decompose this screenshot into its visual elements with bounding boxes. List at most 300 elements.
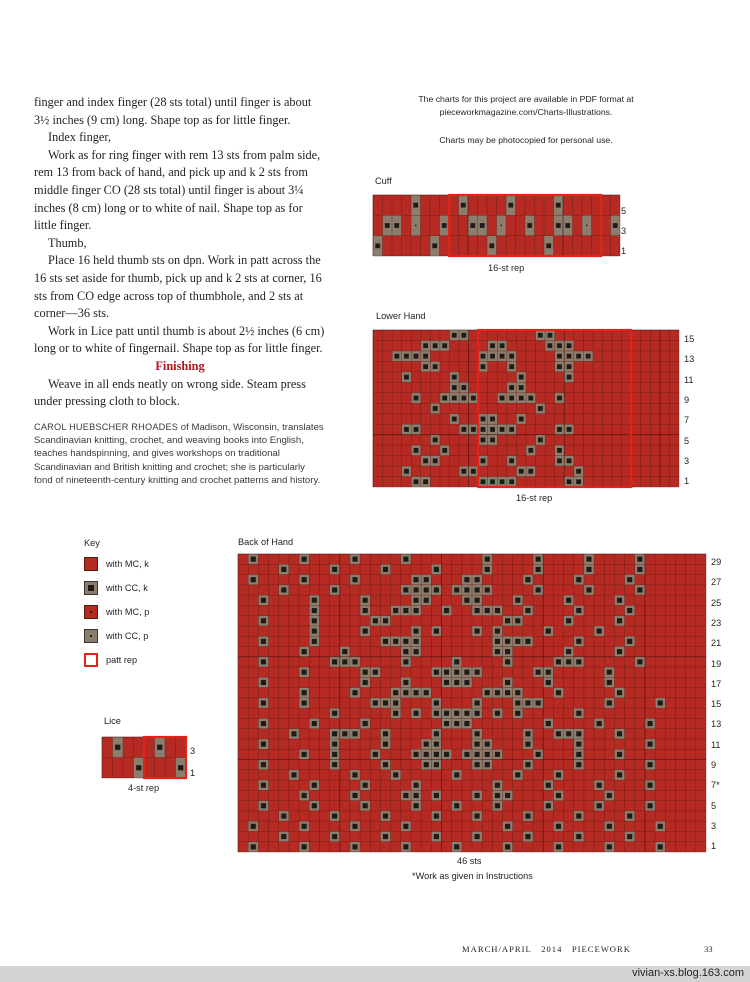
cc-knit-mark <box>403 793 408 798</box>
cc-knit-mark <box>489 243 494 248</box>
cc-knit-mark <box>490 427 495 432</box>
cc-knit-mark <box>464 721 469 726</box>
cc-knit-mark <box>414 448 419 453</box>
cc-knit-mark <box>261 680 266 685</box>
cc-knit-mark <box>546 670 551 675</box>
cc-knit-mark <box>363 670 368 675</box>
key-label: with MC, p <box>106 607 150 617</box>
cc-knit-mark <box>302 577 307 582</box>
lice-title: Lice <box>104 716 121 726</box>
cc-knit-mark <box>442 343 447 348</box>
cc-knit-mark <box>566 731 571 736</box>
cc-knit-mark <box>500 479 505 484</box>
cc-knit-mark <box>414 649 419 654</box>
cc-knit-mark <box>617 690 622 695</box>
cc-knit-mark <box>178 765 183 770</box>
cc-knit-mark <box>475 834 480 839</box>
cc-knit-mark <box>433 364 438 369</box>
cc-knit-mark <box>515 618 520 623</box>
cc-knit-mark <box>383 742 388 747</box>
cc-knit-mark <box>566 598 571 603</box>
cc-knit-mark <box>481 417 486 422</box>
cc-knit-mark <box>433 438 438 443</box>
cc-knit-mark <box>475 629 480 634</box>
cc-knit-mark <box>546 721 551 726</box>
cc-knit-mark <box>567 458 572 463</box>
cc-knit-mark <box>404 427 409 432</box>
cc-knit-mark <box>519 396 524 401</box>
cc-knit-mark <box>452 333 457 338</box>
cc-knit-mark <box>607 700 612 705</box>
cuff-chart <box>373 195 620 256</box>
cc-knit-mark <box>312 618 317 623</box>
cc-knit-mark <box>442 223 447 228</box>
cc-knit-mark <box>481 427 486 432</box>
cc-knit-mark <box>432 243 437 248</box>
cc-knit-mark <box>403 844 408 849</box>
author-bio <box>34 421 326 487</box>
cc-knit-mark <box>281 567 286 572</box>
cc-knit-mark <box>519 469 524 474</box>
cc-knit-mark <box>394 223 399 228</box>
cc-knit-mark <box>509 364 514 369</box>
cc-knit-mark <box>556 223 561 228</box>
cc-knit-mark <box>576 469 581 474</box>
paragraph: Work in Lice patt until thumb is about 2½ inches (6 cm) long or to white of fingernail. Shape top as for little finger. <box>34 323 325 356</box>
cc-knit-mark <box>567 343 572 348</box>
cc-knit-mark <box>481 458 486 463</box>
cc-knit-mark <box>373 700 378 705</box>
finishing-heading: Finishing <box>155 358 205 373</box>
cc-knit-mark <box>525 639 530 644</box>
cc-knit-mark <box>528 396 533 401</box>
cc-knit-mark <box>509 396 514 401</box>
cc-knit-mark <box>261 659 266 664</box>
lower-hand-chart <box>373 330 679 487</box>
cc-knit-mark <box>352 772 357 777</box>
back-row-number: 1 <box>711 841 717 851</box>
page-number: 33 <box>704 944 713 954</box>
cc-knit-mark <box>454 803 459 808</box>
cc-knit-mark <box>597 629 602 634</box>
cc-knit-mark <box>444 752 449 757</box>
cc-knit-mark <box>423 458 428 463</box>
cc-knit-mark <box>627 834 632 839</box>
cc-knit-mark <box>576 577 581 582</box>
cc-knit-mark <box>383 639 388 644</box>
cc-knit-mark <box>332 731 337 736</box>
cc-knit-mark <box>414 639 419 644</box>
cc-knit-mark <box>475 587 480 592</box>
cc-knit-mark <box>404 469 409 474</box>
cc-knit-mark <box>444 608 449 613</box>
cc-knit-mark <box>495 793 500 798</box>
cc-knit-mark <box>481 364 486 369</box>
cc-knit-mark <box>302 844 307 849</box>
key-label: with CC, p <box>106 631 149 641</box>
cc-knit-mark <box>617 731 622 736</box>
cc-knit-mark <box>423 364 428 369</box>
cc-knit-mark <box>648 721 653 726</box>
cc-knit-mark <box>261 742 266 747</box>
cc-knit-mark <box>393 711 398 716</box>
cc-knit-mark <box>525 813 530 818</box>
cc-knit-mark <box>434 670 439 675</box>
cc-knit-mark <box>434 752 439 757</box>
cc-knit-mark <box>546 629 551 634</box>
cuff-row-number: 3 <box>621 226 627 236</box>
cc-knit-mark <box>471 469 476 474</box>
cc-knit-mark <box>627 608 632 613</box>
cc-knit-mark <box>617 772 622 777</box>
cc-knit-mark <box>556 824 561 829</box>
cc-knit-mark <box>393 608 398 613</box>
cc-knit-mark <box>404 354 409 359</box>
cc-knit-mark <box>500 396 505 401</box>
cc-knit-mark <box>352 793 357 798</box>
cc-knit-mark <box>261 803 266 808</box>
cc-knit-mark <box>363 598 368 603</box>
cc-knit-mark <box>414 711 419 716</box>
cc-knit-mark <box>515 700 520 705</box>
cc-knit-mark <box>495 608 500 613</box>
cc-knit-mark <box>546 680 551 685</box>
cc-knit-mark <box>414 479 419 484</box>
cc-knit-mark <box>302 690 307 695</box>
cc-knit-mark <box>607 793 612 798</box>
cc-knit-mark <box>538 333 543 338</box>
charts-note-line2: pieceworkmagazine.com/Charts-Illustrations. <box>439 107 613 117</box>
cc-knit-mark <box>658 824 663 829</box>
cc-knit-mark <box>613 223 618 228</box>
cc-knit-mark <box>454 772 459 777</box>
key-swatch-cc-p <box>84 629 98 643</box>
cc-knit-mark <box>480 223 485 228</box>
cc-knit-mark <box>525 700 530 705</box>
cc-knit-mark <box>291 772 296 777</box>
cc-knit-mark <box>546 803 551 808</box>
cc-knit-mark <box>403 659 408 664</box>
cc-knit-mark <box>637 567 642 572</box>
cc-knit-mark <box>423 354 428 359</box>
paragraph: Place 16 held thumb sts on dpn. Work in patt across the 16 sts set aside for thumb, pick up and k 2 sts at corner, 16 sts from CO edge across top of thumbhole, and 2 sts at corner—36 sts. <box>34 253 322 321</box>
cc-knit-mark <box>302 670 307 675</box>
cc-knit-mark <box>515 598 520 603</box>
key-swatch-mc-p <box>84 605 98 619</box>
cc-knit-mark <box>576 731 581 736</box>
back-of-hand-title: Back of Hand <box>238 537 294 547</box>
lower-hand-title: Lower Hand <box>376 311 426 321</box>
cc-knit-mark <box>475 577 480 582</box>
cuff-rep-label: 16-st rep <box>488 263 525 273</box>
watermark-bar <box>0 966 750 982</box>
cc-knit-mark <box>332 813 337 818</box>
cc-knit-mark <box>464 752 469 757</box>
cc-knit-mark <box>548 343 553 348</box>
cc-knit-mark <box>302 752 307 757</box>
cc-knit-mark <box>627 577 632 582</box>
cc-knit-mark <box>546 783 551 788</box>
cc-knit-mark <box>454 659 459 664</box>
cc-knit-mark <box>352 659 357 664</box>
cc-knit-mark <box>546 243 551 248</box>
cc-knit-mark <box>332 752 337 757</box>
lower-row-number: 7 <box>684 415 690 425</box>
cc-knit-mark <box>525 834 530 839</box>
cc-knit-mark <box>565 223 570 228</box>
cc-knit-mark <box>452 396 457 401</box>
cc-knit-mark <box>461 385 466 390</box>
back-row-number: 13 <box>711 719 722 729</box>
cc-knit-mark <box>505 690 510 695</box>
cc-knit-mark <box>617 752 622 757</box>
cc-knit-mark <box>505 618 510 623</box>
cc-knit-mark <box>481 438 486 443</box>
cc-knit-mark <box>434 793 439 798</box>
lice-chart <box>102 737 186 778</box>
cc-knit-mark <box>403 680 408 685</box>
cc-knit-mark <box>393 700 398 705</box>
cc-knit-mark <box>434 629 439 634</box>
cc-knit-mark <box>475 813 480 818</box>
cc-knit-mark <box>404 375 409 380</box>
cc-knit-mark <box>525 731 530 736</box>
cc-knit-mark <box>395 354 400 359</box>
lower-row-number: 15 <box>684 334 695 344</box>
cc-knit-mark <box>261 598 266 603</box>
cc-knit-mark <box>403 639 408 644</box>
cc-knit-mark <box>383 762 388 767</box>
cc-knit-mark <box>567 375 572 380</box>
cc-knit-mark <box>658 844 663 849</box>
cc-knit-mark <box>383 567 388 572</box>
cc-knit-mark <box>332 742 337 747</box>
cc-knit-mark <box>538 406 543 411</box>
cc-knit-mark <box>519 375 524 380</box>
back-row-number: 29 <box>711 557 722 567</box>
cc-knit-mark <box>485 587 490 592</box>
article-text <box>34 94 326 487</box>
cc-knit-mark <box>261 783 266 788</box>
cc-knit-mark <box>648 803 653 808</box>
cc-knit-mark <box>576 813 581 818</box>
cc-knit-mark <box>505 639 510 644</box>
cc-knit-mark <box>495 752 500 757</box>
lower-row-number: 11 <box>684 375 694 385</box>
cc-knit-mark <box>454 721 459 726</box>
cc-knit-mark <box>505 844 510 849</box>
cc-knit-mark <box>586 567 591 572</box>
cc-knit-mark <box>475 670 480 675</box>
cc-knit-mark <box>495 690 500 695</box>
cc-knit-mark <box>434 567 439 572</box>
cc-knit-mark <box>500 354 505 359</box>
cc-knit-mark <box>383 731 388 736</box>
cc-knit-mark <box>414 427 419 432</box>
cc-knit-mark <box>505 793 510 798</box>
cc-knit-mark <box>509 354 514 359</box>
cc-knit-mark <box>444 721 449 726</box>
back-row-number: 11 <box>711 740 721 750</box>
back-row-number: 19 <box>711 659 722 669</box>
cc-knit-mark <box>302 649 307 654</box>
cc-knit-mark <box>536 700 541 705</box>
cc-knit-mark <box>312 629 317 634</box>
cc-knit-mark <box>490 438 495 443</box>
cc-knit-mark <box>627 813 632 818</box>
cc-knit-mark <box>567 479 572 484</box>
cc-knit-mark <box>363 783 368 788</box>
cc-knit-mark <box>505 824 510 829</box>
cc-knit-mark <box>485 752 490 757</box>
cc-knit-mark <box>576 608 581 613</box>
cc-knit-mark <box>481 354 486 359</box>
cc-knit-mark <box>312 639 317 644</box>
cc-knit-mark <box>556 793 561 798</box>
cc-knit-mark <box>490 343 495 348</box>
cc-knit-mark <box>475 752 480 757</box>
page-footer <box>462 944 631 954</box>
cc-knit-mark <box>352 731 357 736</box>
cc-knit-mark <box>373 618 378 623</box>
cc-knit-mark <box>525 742 530 747</box>
cc-knit-mark <box>302 700 307 705</box>
cc-knit-mark <box>485 690 490 695</box>
cc-knit-mark <box>515 639 520 644</box>
cc-knit-mark <box>461 396 466 401</box>
cc-knit-mark <box>403 824 408 829</box>
cc-knit-mark <box>586 587 591 592</box>
cc-knit-mark <box>383 834 388 839</box>
lice-row-number: 3 <box>190 746 196 756</box>
cc-knit-mark <box>475 700 480 705</box>
charts-note-line1: The charts for this project are available in PDF format at <box>418 94 634 104</box>
cc-knit-mark <box>490 479 495 484</box>
cc-knit-mark <box>434 731 439 736</box>
cc-knit-mark <box>557 427 562 432</box>
cc-knit-mark <box>312 803 317 808</box>
cc-knit-mark <box>566 649 571 654</box>
cc-knit-mark <box>454 844 459 849</box>
cc-knit-mark <box>373 752 378 757</box>
cc-knit-mark <box>485 567 490 572</box>
cc-knit-mark <box>342 731 347 736</box>
cc-knit-mark <box>464 577 469 582</box>
cc-knit-mark <box>475 731 480 736</box>
cc-knit-mark <box>383 618 388 623</box>
cc-knit-mark <box>424 752 429 757</box>
cc-knit-mark <box>383 813 388 818</box>
back-stitch-count: 46 sts <box>457 856 482 866</box>
cc-knit-mark <box>485 608 490 613</box>
author-bio-text: of Madison, Wisconsin, translates Scandinavian knitting, crochet, and weaving books into English, teaches handspinning, and gives workshops on traditional Scandinavian and British knitting and crochet; she is particularly fond of nineteenth-century knitting and crochet patterns and history. <box>34 421 324 486</box>
charts-note-line3: Charts may be photocopied for personal use. <box>439 135 613 145</box>
cc-knit-mark <box>485 557 490 562</box>
author-name: CAROL HUEBSCHER RHOADES <box>34 421 179 432</box>
cc-knit-mark <box>461 203 466 208</box>
cc-knit-mark <box>281 587 286 592</box>
cc-knit-mark <box>485 742 490 747</box>
cc-knit-mark <box>312 598 317 603</box>
cuff-row-number: 1 <box>621 246 627 256</box>
cc-knit-mark <box>538 438 543 443</box>
cc-knit-mark <box>373 670 378 675</box>
cc-knit-mark <box>281 834 286 839</box>
cc-knit-mark <box>157 745 162 750</box>
cc-knit-mark <box>452 417 457 422</box>
cc-knit-mark <box>648 742 653 747</box>
cc-knit-mark <box>536 587 541 592</box>
cc-knit-mark <box>352 577 357 582</box>
cc-knit-mark <box>576 834 581 839</box>
cc-knit-mark <box>385 223 390 228</box>
cc-knit-mark <box>291 731 296 736</box>
cc-knit-mark <box>281 813 286 818</box>
cc-knit-mark <box>461 427 466 432</box>
cc-knit-mark <box>617 618 622 623</box>
key-label: with MC, k <box>106 559 149 569</box>
cc-knit-mark <box>444 670 449 675</box>
cc-knit-mark <box>495 639 500 644</box>
cc-knit-mark <box>454 670 459 675</box>
back-row-number: 7* <box>711 780 720 790</box>
cc-knit-mark <box>434 813 439 818</box>
cc-knit-mark <box>637 557 642 562</box>
cc-knit-mark <box>556 659 561 664</box>
cc-knit-mark <box>475 598 480 603</box>
cc-knit-mark <box>424 762 429 767</box>
cc-knit-mark <box>403 690 408 695</box>
cc-knit-mark <box>508 203 513 208</box>
cc-knit-mark <box>597 783 602 788</box>
cc-knit-mark <box>536 752 541 757</box>
cc-knit-mark <box>586 557 591 562</box>
cc-knit-mark <box>576 742 581 747</box>
back-row-number: 9 <box>711 760 717 770</box>
cc-knit-mark <box>434 587 439 592</box>
cc-knit-mark <box>302 557 307 562</box>
cc-knit-mark <box>528 469 533 474</box>
cc-knit-mark <box>363 721 368 726</box>
cc-knit-mark <box>433 406 438 411</box>
cc-knit-mark <box>312 608 317 613</box>
back-row-number: 25 <box>711 598 722 608</box>
key-title: Key <box>84 538 100 548</box>
cc-knit-mark <box>556 731 561 736</box>
cc-knit-mark <box>414 690 419 695</box>
cc-knit-mark <box>424 690 429 695</box>
cc-knit-mark <box>261 618 266 623</box>
cc-knit-mark <box>403 587 408 592</box>
back-row-number: 21 <box>711 638 722 648</box>
cc-knit-mark <box>567 354 572 359</box>
cc-knit-mark <box>475 608 480 613</box>
cc-knit-mark <box>251 844 256 849</box>
cc-knit-mark <box>414 577 419 582</box>
cc-knit-mark <box>576 711 581 716</box>
cc-knit-mark <box>433 343 438 348</box>
cc-knit-mark <box>617 649 622 654</box>
cc-knit-mark <box>576 659 581 664</box>
cc-knit-mark <box>302 824 307 829</box>
key-label: patt rep <box>106 655 138 665</box>
cc-knit-mark <box>495 711 500 716</box>
cc-knit-mark <box>302 793 307 798</box>
cc-knit-mark <box>403 649 408 654</box>
cc-knit-mark <box>557 364 562 369</box>
paragraph: finger and index finger (28 sts total) until finger is about 3½ inches (9 cm) long. Shape top as for little finger. <box>34 95 312 127</box>
cc-knit-mark <box>481 479 486 484</box>
